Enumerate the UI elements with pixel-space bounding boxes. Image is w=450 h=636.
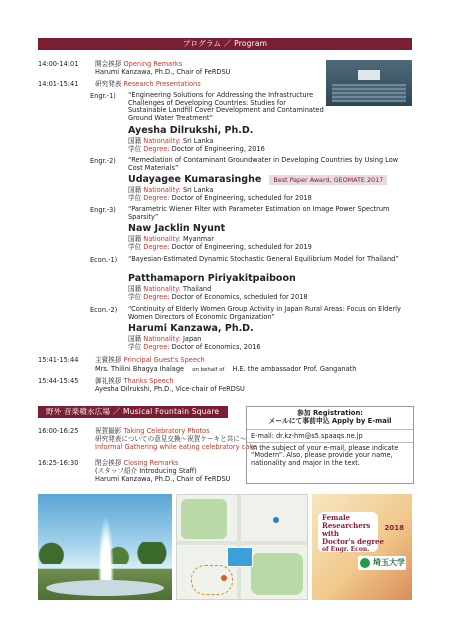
event-poster bbox=[312, 494, 412, 600]
nat-jp: 国籍 bbox=[128, 235, 142, 243]
title-engr1: “Engineering Solutions for Addressing the Infrastructure Challenges of Developing Countries: Studies for Sustainable Landfill Cover Development and Contaminated Ground Water Treatment” bbox=[128, 91, 324, 122]
registration-apply: メールにて事前申込 Apply by E-mail bbox=[268, 417, 392, 425]
nationality-engr1 bbox=[128, 137, 213, 145]
registration-heading bbox=[247, 409, 413, 425]
guest-behalf: on behalf of bbox=[192, 367, 225, 373]
deg-jp: 学位 bbox=[128, 293, 142, 301]
presenter-engr1: Ayesha Dilrukshi, Ph.D. bbox=[128, 125, 254, 136]
nat-label: Nationality: bbox=[143, 285, 181, 293]
guest-ambassador: H.E. the ambassador Prof. Ganganath bbox=[232, 365, 357, 373]
nat-label: Nationality: bbox=[143, 137, 181, 145]
nat-value: Thailand bbox=[182, 285, 212, 293]
time-research: 14:01-15:41 bbox=[38, 80, 79, 88]
code-econ2: Econ.-2) bbox=[90, 306, 118, 314]
deg-label: Degree: bbox=[143, 293, 170, 301]
map-park-area bbox=[181, 499, 227, 539]
gathering-jp: 研究発表についての意見交換〜祝賀ケーキと共に〜 bbox=[95, 435, 247, 443]
outdoor-header: 野外 音楽噴水広場 ／ Musical Fountain Square bbox=[38, 406, 228, 418]
registration-jp: 参加 bbox=[296, 409, 311, 417]
poster-line2: Researchers bbox=[322, 521, 371, 530]
nat-value: Japan bbox=[182, 335, 202, 343]
award-badge: Best Paper Award, GEOMATE 2017 bbox=[269, 175, 387, 185]
map-marker-icon bbox=[273, 517, 279, 523]
presenter-engr2-row bbox=[128, 174, 387, 185]
deg-value: Doctor of Engineering, scheduled for 2019 bbox=[171, 243, 312, 251]
poster-line1: Female bbox=[322, 513, 351, 522]
deg-label: Degree: bbox=[143, 343, 170, 351]
nationality-engr2 bbox=[128, 186, 213, 194]
nationality-econ1 bbox=[128, 285, 211, 293]
deg-label: Degree: bbox=[143, 194, 170, 202]
nat-jp: 国籍 bbox=[128, 285, 142, 293]
registration-note: In the subject of your e-mail, please indicate “Modern”. Also, please provide your name, nationality and major in the text. bbox=[251, 444, 399, 467]
presenter-econ1: Patthamaporn Piriyakitpaiboon bbox=[128, 273, 296, 284]
degree-econ1 bbox=[128, 293, 308, 301]
conference-room-photo bbox=[326, 60, 412, 106]
registration-email[interactable]: E-mail: dr.kz-hm@s5.spaaqs.ne.jp bbox=[251, 432, 363, 440]
university-logo bbox=[358, 556, 406, 570]
poster-line3: with bbox=[322, 529, 340, 538]
code-engr3: Engr.-3) bbox=[90, 206, 116, 214]
guest-jp: 主賓挨拶 bbox=[95, 356, 122, 364]
research-jp: 研究発表 bbox=[95, 80, 122, 88]
university-logo-icon bbox=[360, 558, 370, 568]
gathering-en: Informal Gathering while eating celebratory cake bbox=[95, 443, 257, 451]
degree-engr3 bbox=[128, 243, 312, 251]
deg-jp: 学位 bbox=[128, 243, 142, 251]
registration-divider bbox=[247, 442, 413, 443]
registration-divider bbox=[247, 429, 413, 430]
opening-jp: 開会挨拶 bbox=[95, 60, 122, 68]
deg-value: Doctor of Economics, 2016 bbox=[171, 343, 261, 351]
research-title bbox=[95, 80, 201, 88]
time-photos: 16:00-16:25 bbox=[38, 427, 79, 435]
fountain-jet bbox=[98, 516, 114, 586]
title-engr3: “Parametric Wiener Filter with Parameter Estimation on Image Power Spectrum Sparsity” bbox=[128, 205, 390, 221]
nationality-econ2 bbox=[128, 335, 201, 343]
room-screen bbox=[358, 70, 380, 80]
nat-jp: 国籍 bbox=[128, 186, 142, 194]
degree-engr2 bbox=[128, 194, 312, 202]
thanks-en: Thanks Speech bbox=[123, 377, 174, 385]
thanks-speaker: Ayesha Dilrukshi, Ph.D., Vice-chair of FeRDSU bbox=[95, 385, 245, 393]
map-road bbox=[177, 541, 308, 545]
map-park-area bbox=[251, 553, 303, 595]
title-engr2: “Remediation of Contaminant Groundwater in Developing Countries by Using Low Cost Materials” bbox=[128, 156, 399, 172]
closing-title bbox=[95, 459, 178, 467]
fountain-pool bbox=[46, 580, 164, 596]
photos-jp: 祝賀撮影 bbox=[95, 427, 122, 435]
presenter-engr2: Udayagee Kumarasinghe bbox=[128, 174, 262, 185]
deg-jp: 学位 bbox=[128, 194, 142, 202]
closing-jp: 閉会挨拶 bbox=[95, 459, 122, 467]
nat-jp: 国籍 bbox=[128, 137, 142, 145]
map-route bbox=[191, 565, 233, 595]
photos-en: Taking Celebratory Photos bbox=[123, 427, 210, 435]
deg-label: Degree: bbox=[143, 243, 170, 251]
registration-box bbox=[246, 406, 414, 484]
nat-value: Sri Lanka bbox=[182, 137, 214, 145]
poster-line4: Doctor's degree bbox=[322, 537, 384, 546]
code-engr1: Engr.-1) bbox=[90, 92, 116, 100]
nationality-engr3 bbox=[128, 235, 214, 243]
nat-label: Nationality: bbox=[143, 235, 181, 243]
time-closing: 16:25-16:30 bbox=[38, 459, 79, 467]
deg-value: Doctor of Economics, scheduled for 2018 bbox=[171, 293, 308, 301]
guest-speaker-row bbox=[95, 365, 356, 374]
closing-staff: (スタッフ紹介 Introducing Staff) bbox=[95, 467, 197, 475]
title-econ1: “Bayesian-Estimated Dynamic Stochastic General Equilibrium Model for Thailand” bbox=[128, 255, 399, 263]
map-fountain-square bbox=[227, 547, 253, 567]
deg-label: Degree: bbox=[143, 145, 170, 153]
closing-en: Closing Remarks bbox=[123, 459, 179, 467]
opening-en: Opening Remarks bbox=[123, 60, 183, 68]
degree-engr1 bbox=[128, 145, 265, 153]
nat-value: Myanmar bbox=[182, 235, 214, 243]
guest-speaker: Mrs. Thilini Bhagya Ihalage bbox=[95, 365, 185, 373]
guest-en: Principal Guest's Speech bbox=[123, 356, 205, 364]
deg-value: Doctor of Engineering, scheduled for 2018 bbox=[171, 194, 312, 202]
title-econ2: “Continuity of Elderly Women Group Activity in Japan Rural Areas: Focus on Elderly Women Directors of Economic Organization” bbox=[128, 305, 401, 321]
time-opening: 14:00-14:01 bbox=[38, 60, 79, 68]
guest-title bbox=[95, 356, 205, 364]
opening-speaker: Harumi Kanzawa, Ph.D., Chair of FeRDSU bbox=[95, 68, 231, 76]
thanks-title bbox=[95, 377, 174, 385]
presenter-engr3: Naw Jacklin Nyunt bbox=[128, 223, 226, 234]
nat-value: Sri Lanka bbox=[182, 186, 214, 194]
program-header: プログラム ／ Program bbox=[38, 38, 412, 50]
thanks-jp: 御礼挨拶 bbox=[95, 377, 122, 385]
nat-label: Nationality: bbox=[143, 186, 181, 194]
room-seats bbox=[332, 84, 406, 102]
venue-map bbox=[176, 494, 308, 600]
closing-speaker: Harumi Kanzawa, Ph.D., Chair of FeRDSU bbox=[95, 475, 231, 483]
presenter-econ2: Harumi Kanzawa, Ph.D. bbox=[128, 323, 254, 334]
time-guest: 15:41-15:44 bbox=[38, 356, 79, 364]
registration-en: Registration: bbox=[312, 409, 364, 417]
fountain-photo bbox=[38, 494, 172, 600]
deg-value: Doctor of Engineering, 2016 bbox=[171, 145, 265, 153]
photos-title bbox=[95, 427, 210, 435]
nat-label: Nationality: bbox=[143, 335, 181, 343]
code-engr2: Engr.-2) bbox=[90, 157, 116, 165]
poster-year: 2018 bbox=[384, 524, 404, 532]
time-thanks: 15:44-15:45 bbox=[38, 377, 79, 385]
university-logo-text: 埼玉大学 bbox=[373, 558, 405, 567]
degree-econ2 bbox=[128, 343, 261, 351]
map-marker-icon bbox=[221, 575, 227, 581]
nat-jp: 国籍 bbox=[128, 335, 142, 343]
research-en: Research Presentations bbox=[123, 80, 201, 88]
code-econ1: Econ.-1) bbox=[90, 256, 118, 264]
opening-title bbox=[95, 60, 182, 68]
deg-jp: 学位 bbox=[128, 343, 142, 351]
deg-jp: 学位 bbox=[128, 145, 142, 153]
poster-line5: of Engr. Econ. bbox=[322, 546, 370, 553]
